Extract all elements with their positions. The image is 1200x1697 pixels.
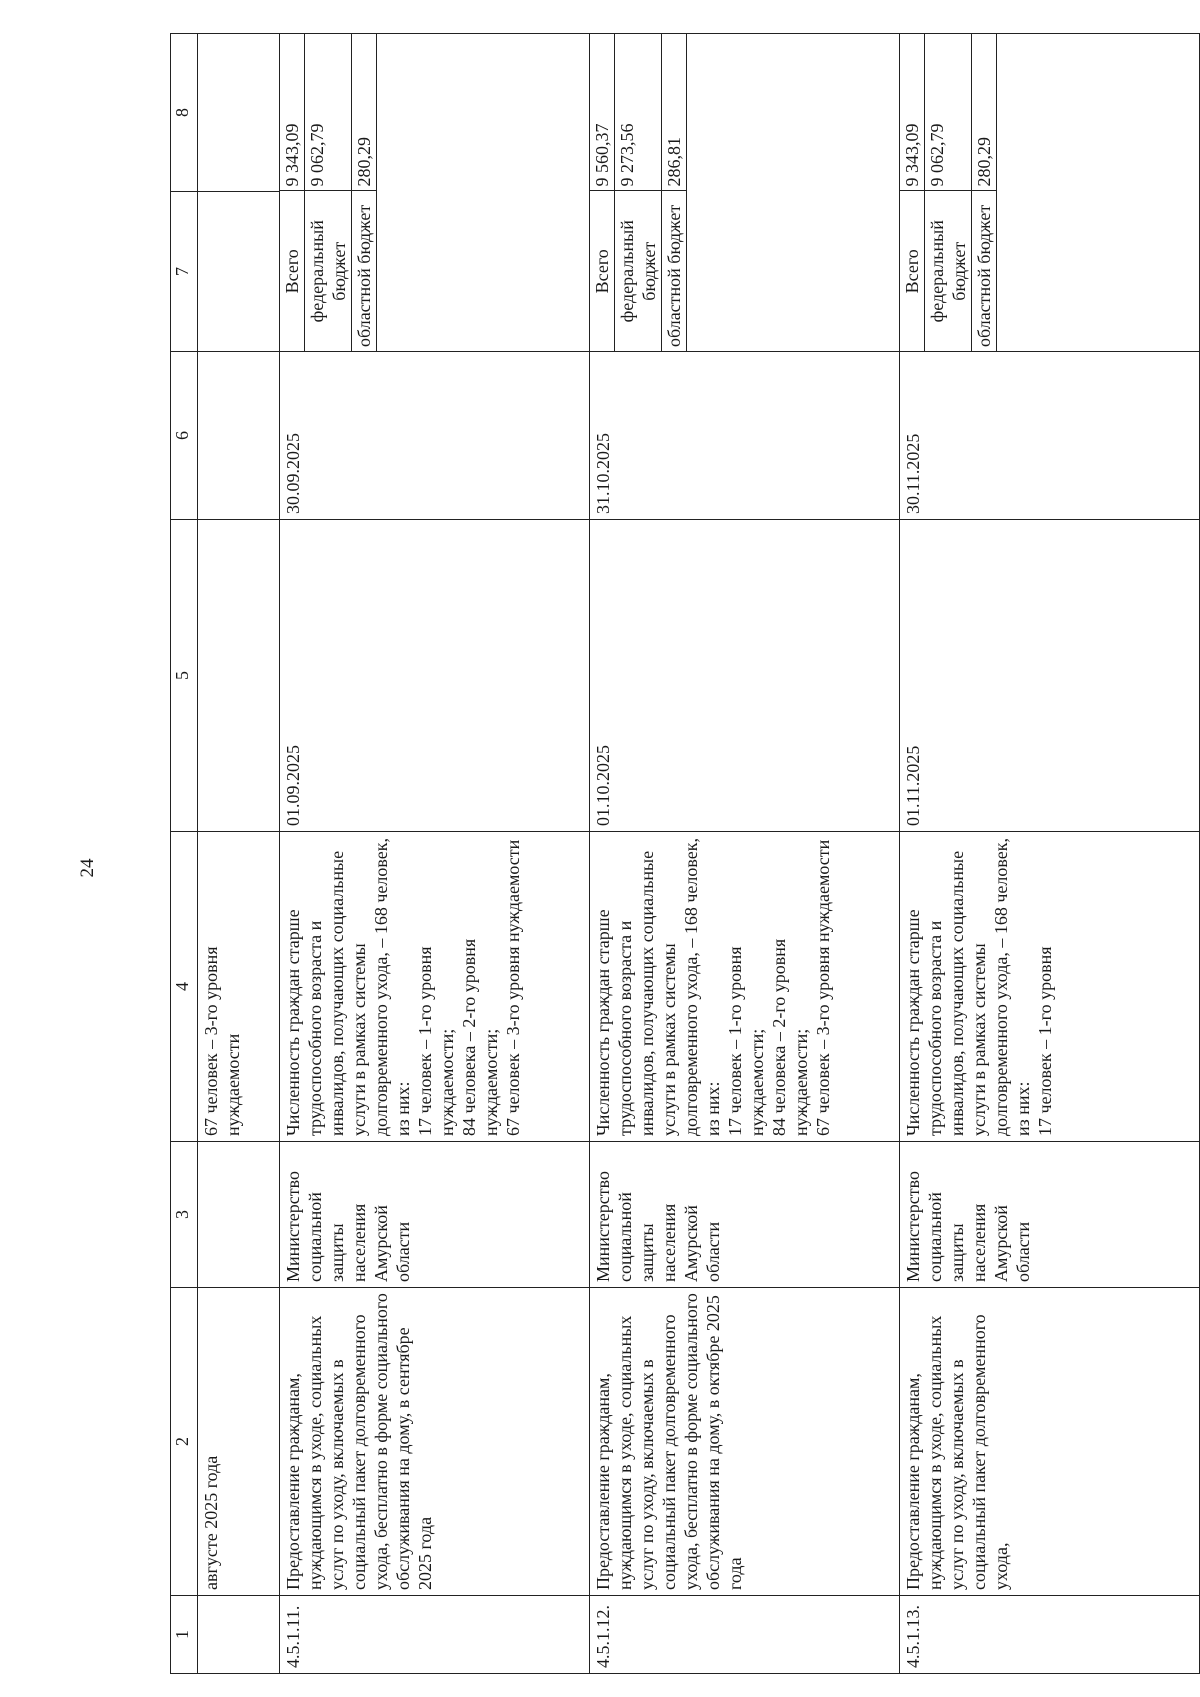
- column-number: 3: [171, 1142, 198, 1288]
- finance-amount: 9 560,37: [590, 33, 615, 191]
- column-number: 6: [171, 352, 198, 520]
- finance-amount: 280,29: [352, 33, 377, 191]
- table-row: [590, 34, 900, 1674]
- finance-cell: [900, 34, 1200, 352]
- finance-cell: [590, 34, 900, 352]
- finance-row: [615, 33, 662, 351]
- finance-amount: 9 343,09: [900, 33, 925, 191]
- finance-amount: 9 062,79: [925, 33, 972, 191]
- column-number: 4: [171, 832, 198, 1142]
- finance-row: [590, 33, 615, 351]
- finance-amount: 9 062,79: [305, 33, 352, 191]
- finance-amount: 280,29: [972, 33, 997, 191]
- cont-start-cell: [198, 520, 280, 832]
- finance-amount: 286,81: [662, 33, 687, 191]
- column-number: 2: [171, 1288, 198, 1596]
- column-number: 8: [171, 34, 198, 192]
- row-number: 4.5.1.13.: [900, 1596, 1200, 1674]
- table-row: [280, 34, 590, 1674]
- start-date: 01.10.2025: [590, 520, 900, 832]
- finance-amount: 9 343,09: [280, 33, 305, 191]
- end-date: 31.10.2025: [590, 352, 900, 520]
- finance-row: [305, 33, 352, 351]
- table-row: [900, 34, 1200, 1674]
- row-number: 4.5.1.12.: [590, 1596, 900, 1674]
- executor: Министерство социальной защиты населения Амурской области: [280, 1142, 590, 1288]
- executor: Министерство социальной защиты населения Амурской области: [590, 1142, 900, 1288]
- activity-name: Предоставление гражданам, нуждающимся в уходе, социальных услуг по уходу, включаемых в социальный пакет долговременного ухода,: [900, 1288, 1200, 1596]
- finance-table: [280, 33, 377, 351]
- result-indicator: Численность граждан старше трудоспособного возраста и инвалидов, получающих социальные услуги в рамках системы долговременного ухода, – 168 человек, из них: 17 человек – 1-го уровня нуждаемости; 84 человека – 2-го уровня нуждаемости; 67 человек – 3-го уровня нуждаемости: [590, 832, 900, 1142]
- finance-source: областной бюджет: [972, 191, 997, 351]
- column-number-row: [171, 34, 198, 1674]
- finance-source: областной бюджет: [352, 191, 377, 351]
- finance-source: Всего: [280, 191, 305, 351]
- end-date: 30.11.2025: [900, 352, 1200, 520]
- finance-row: [972, 33, 997, 351]
- result-indicator: Численность граждан старше трудоспособного возраста и инвалидов, получающих социальные услуги в рамках системы долговременного ухода, – 168 человек, из них: 17 человек – 1-го уровня нуждаемости; 84 человека – 2-го уровня нуждаемости; 67 человек – 3-го уровня нуждаемости: [280, 832, 590, 1142]
- page-number: 24: [77, 858, 98, 878]
- finance-source: федеральный бюджет: [615, 191, 662, 351]
- activity-name: Предоставление гражданам, нуждающимся в уходе, социальных услуг по уходу, включаемых в социальный пакет долговременного ухода, бесплатно в форме социального обслуживания на дому, в сентябре 2025 года: [280, 1288, 590, 1596]
- finance-source: Всего: [900, 191, 925, 351]
- activity-name: Предоставление гражданам, нуждающимся в уходе, социальных услуг по уходу, включаемых в социальный пакет долговременного ухода, бесплатно в форме социального обслуживания на дому, в октябре 2025 года: [590, 1288, 900, 1596]
- column-number: 5: [171, 520, 198, 832]
- finance-row: [900, 33, 925, 351]
- activities-table: [170, 33, 1200, 1674]
- finance-row: [925, 33, 972, 351]
- finance-row: [280, 33, 305, 351]
- executor: Министерство социальной защиты населения Амурской области: [900, 1142, 1200, 1288]
- finance-cell: [280, 34, 590, 352]
- finance-row: [662, 33, 687, 351]
- cont-num-cell: [198, 1596, 280, 1674]
- column-number: 1: [171, 1596, 198, 1674]
- cont-name-cell: августе 2025 года: [198, 1288, 280, 1596]
- finance-table: [900, 33, 997, 351]
- start-date: 01.11.2025: [900, 520, 1200, 832]
- finance-table: [590, 33, 687, 351]
- finance-source: федеральный бюджет: [925, 191, 972, 351]
- row-number: 4.5.1.11.: [280, 1596, 590, 1674]
- finance-amount: 9 273,56: [615, 33, 662, 191]
- cont-executor-cell: [198, 1142, 280, 1288]
- cont-amount-cell: [198, 34, 280, 192]
- finance-row: [352, 33, 377, 351]
- continuation-row: [198, 34, 280, 1674]
- cont-source-cell: [198, 192, 280, 352]
- result-indicator: Численность граждан старше трудоспособного возраста и инвалидов, получающих социальные услуги в рамках системы долговременного ухода, – 168 человек, из них: 17 человек – 1-го уровня: [900, 832, 1200, 1142]
- end-date: 30.09.2025: [280, 352, 590, 520]
- table-rotated-container: [170, 34, 1200, 1674]
- column-number: 7: [171, 192, 198, 352]
- cont-result-cell: 67 человек – 3-го уровня нуждаемости: [198, 832, 280, 1142]
- finance-source: Всего: [590, 191, 615, 351]
- finance-source: областной бюджет: [662, 191, 687, 351]
- cont-end-cell: [198, 352, 280, 520]
- finance-source: федеральный бюджет: [305, 191, 352, 351]
- start-date: 01.09.2025: [280, 520, 590, 832]
